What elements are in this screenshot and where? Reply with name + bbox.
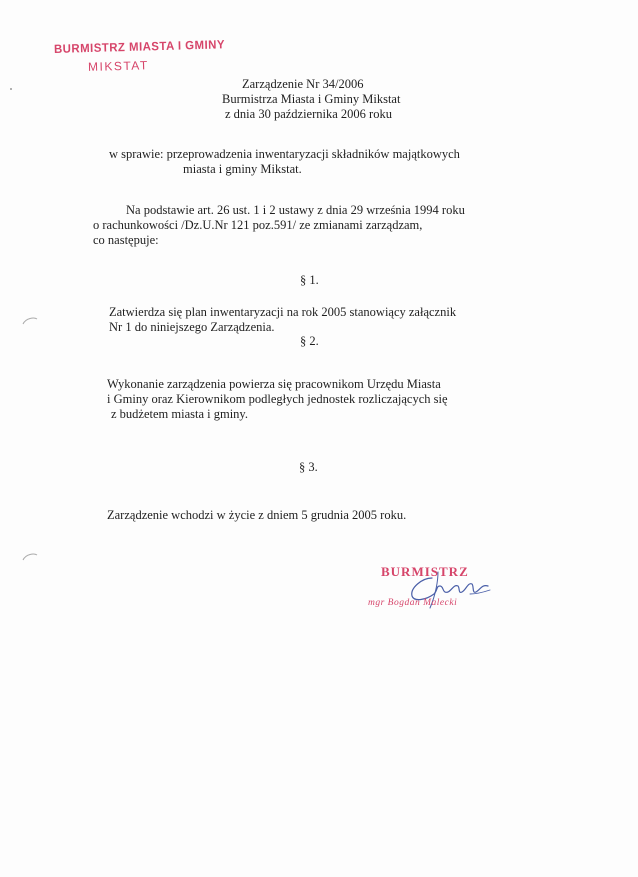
document-title: Zarządzenie Nr 34/2006 bbox=[242, 77, 364, 91]
section-1-line-2: Nr 1 do niniejszego Zarządzenia. bbox=[109, 320, 275, 334]
subject-line-1: w sprawie: przeprowadzenia inwentaryzacji składników majątkowych bbox=[109, 147, 460, 161]
section-2-line-3: z budżetem miasta i gminy. bbox=[111, 407, 248, 421]
preamble-line-3: co następuje: bbox=[93, 233, 159, 247]
subject-line-2: miasta i gminy Mikstat. bbox=[183, 162, 302, 176]
stamp-line-1: BURMISTRZ MIASTA I GMINY bbox=[53, 37, 226, 56]
preamble-line-2: o rachunkowości /Dz.U.Nr 121 poz.591/ ze zmianami zarządzam, bbox=[93, 218, 423, 232]
document-date: z dnia 30 października 2006 roku bbox=[225, 107, 392, 121]
section-3-line-1: Zarządzenie wchodzi w życie z dniem 5 grudnia 2005 roku. bbox=[107, 508, 407, 522]
stamp-line-2: MIKSTAT bbox=[87, 58, 149, 74]
section-3-mark: § 3. bbox=[299, 460, 318, 474]
section-1-mark: § 1. bbox=[300, 273, 319, 287]
office-stamp bbox=[53, 37, 234, 74]
mayor-stamp-name: mgr Bogdan Malecki bbox=[368, 598, 458, 608]
preamble-line-1: Na podstawie art. 26 ust. 1 i 2 ustawy z dnia 29 września 1994 roku bbox=[126, 203, 465, 217]
section-2-line-2: i Gminy oraz Kierownikom podległych jednostek rozliczających się bbox=[107, 392, 448, 406]
document-issuer: Burmistrza Miasta i Gminy Mikstat bbox=[222, 92, 401, 106]
section-2-mark: § 2. bbox=[300, 334, 319, 348]
mayor-stamp-title: BURMISTRZ bbox=[381, 564, 469, 579]
punch-hole-mark-top bbox=[22, 316, 38, 326]
scan-dust-mark bbox=[10, 88, 12, 90]
punch-hole-mark-bottom bbox=[22, 552, 38, 562]
section-2-line-1: Wykonanie zarządzenia powierza się pracownikom Urzędu Miasta bbox=[107, 377, 441, 391]
section-1-line-1: Zatwierdza się plan inwentaryzacji na rok 2005 stanowiący załącznik bbox=[109, 305, 457, 319]
